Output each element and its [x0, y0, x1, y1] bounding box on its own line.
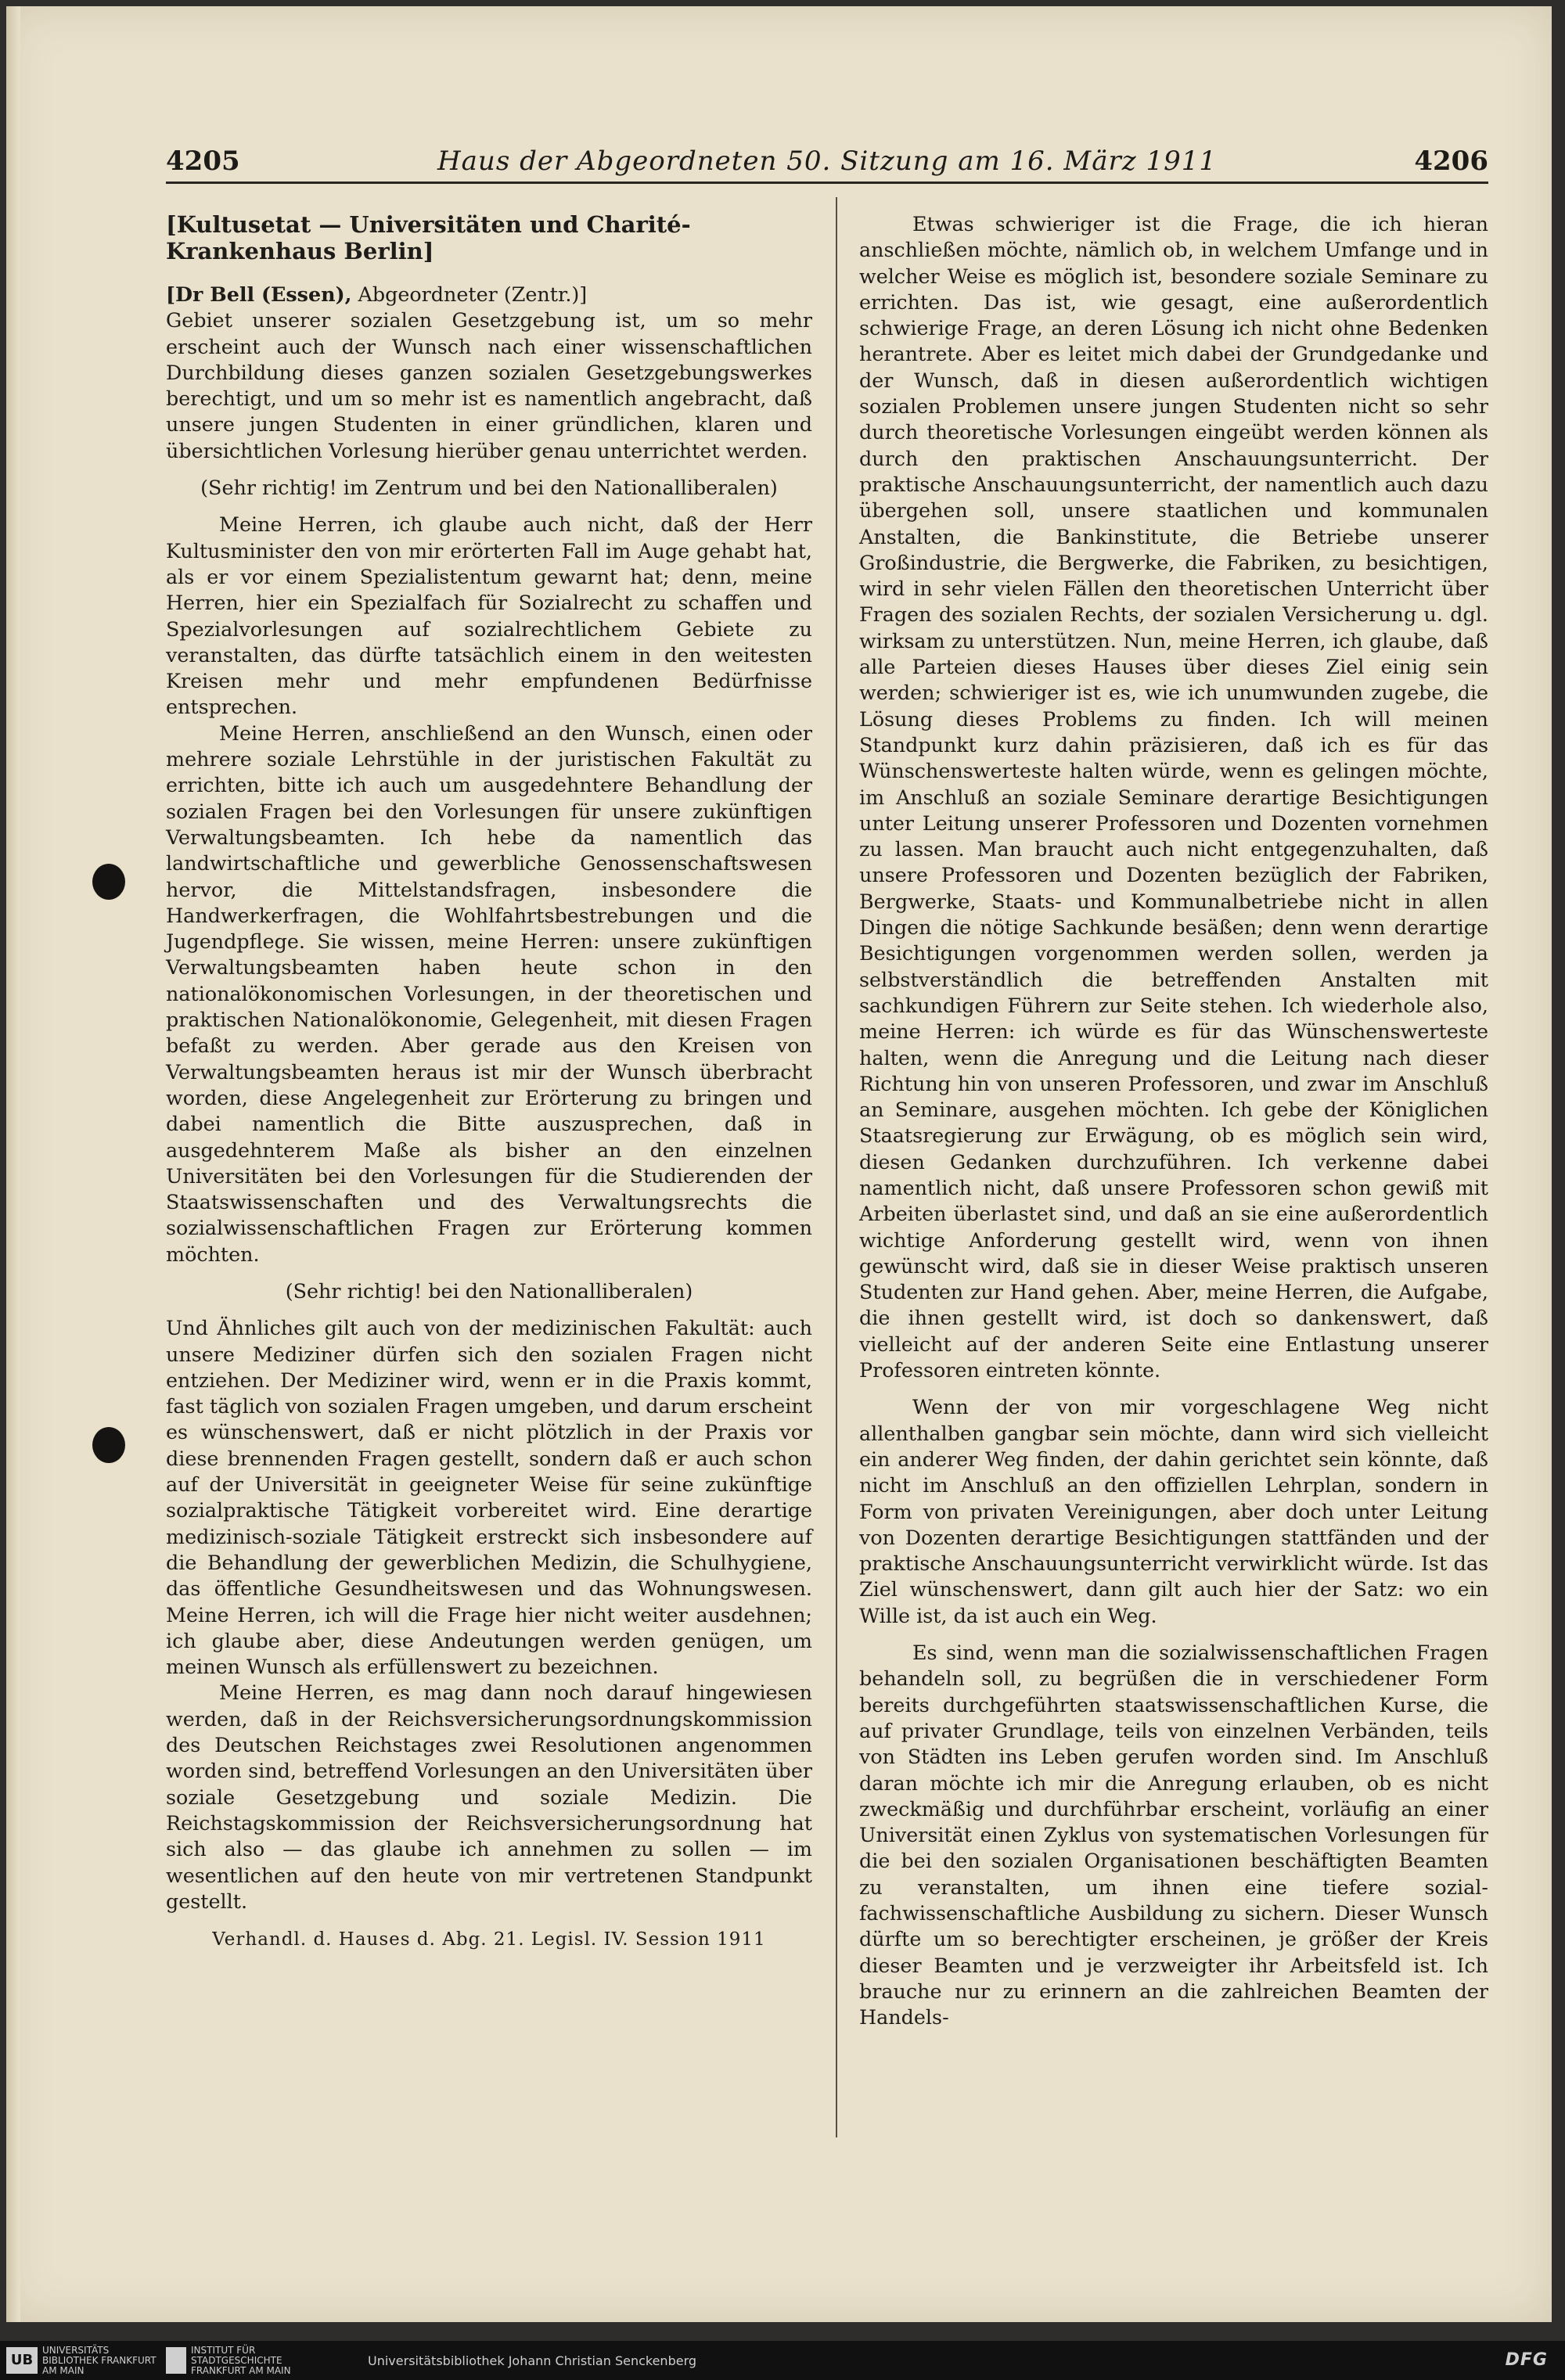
library-credit: Universitätsbibliothek Johann Christian Senckenberg [368, 2353, 697, 2368]
running-header [166, 142, 1488, 182]
punch-hole-lower [92, 1427, 125, 1463]
paragraph: Meine Herren, es mag dann noch darauf hingewiesen werden, daß in der Reichsversicherungsordnungskommission des Deutschen Reichstages zwei Resolutionen angenommen worden sind, betreffend Vorlesungen an den Universitäten über soziale Gesetzgebung und soziale Medizin. Die Reichstagskommission der Reichsversicherungsordnung hat sich also — das glaube ich annehmen zu sollen — im wesentlichen auf den heute von mir vertretenen Standpunkt gestellt. [166, 1681, 812, 1913]
dfg-logo: DFG [1505, 2350, 1548, 2370]
section-title: [Kultusetat — Universitäten und Charité-Krankenhaus Berlin] [166, 211, 691, 264]
footer-bar [0, 2341, 1565, 2380]
punch-hole-upper [92, 864, 125, 900]
page-number-left: 4205 [166, 146, 240, 177]
institute-logo-icon [166, 2347, 186, 2374]
interjection: (Sehr richtig! bei den Nationalliberalen) [285, 1278, 693, 1303]
paragraph: Wenn der von mir vorgeschlagene Weg nicht allenthalben gangbar sein möchte, dann wird sich vielleicht ein anderer Weg finden, der dahin gerichtet sein könnte, daß nicht im Anschluß an den offiziellen Lehrplan, sondern in Form von privaten Vereinigungen, aber doch unter Leitung von Dozenten derartige Besichtigungen stattfänden und der praktische Anschauungsunterricht verwirklicht würde. Ist das Ziel wünschenswert, dann gilt auch hier der Satz: wo ein Wille ist, da ist auch ein Weg. [859, 1395, 1488, 1627]
ub-text: UNIVERSITÄTS BIBLIOTHEK FRANKFURT AM MAIN [42, 2345, 156, 2376]
paragraph: Es sind, wenn man die sozialwissenschaftlichen Fragen behandeln soll, zu begrüßen die in verschiedener Form bereits durchgeführten staatswissenschaftlichen Kurse, die auf privater Grundlage, teils von einzelnen Verbänden, teils von Städten ins Leben gerufen worden sind. Im Anschluß daran möchte ich mir die Anregung erlauben, ob es nicht zweckmäßig und durchführbar erscheint, vorläufig an einer Universität einen Zyklus von systematischen Vorlesungen für die bei den sozialen Organisationen beschäftigten Beamten zu veranstalten, um ihnen eine tiefere sozial-fachwissenschaftliche Ausbildung zu sichern. Dieser Wunsch dürfte um so berechtigter erscheinen, je größer der Kreis dieser Beamten und je verzweigter ihr Arbeitsfeld ist. Ich brauche nur zu erinnern an die zahlreichen Beamten der Handels- [859, 1641, 1488, 2029]
page-number-right: 4206 [1414, 146, 1488, 177]
speaker-line [166, 282, 812, 307]
paragraph: Gebiet unserer sozialen Gesetzgebung ist, um so mehr erscheint auch der Wunsch nach einer wissenschaftlichen Durchbildung dieses ganzen sozialen Gesetzgebungswerkes berechtigt, und um so mehr ist es namentlich angebracht, daß unsere jungen Studenten in einer gründlichen, klaren und übersichtlichen Vorlesung hierüber genau unterrichtet werden. [166, 308, 812, 462]
speaker-name: [Dr Bell (Essen), [166, 282, 352, 306]
header-title: Haus der Abgeordneten 50. Sitzung am 16. März 1911 [437, 146, 1217, 177]
paragraph: Meine Herren, ich glaube auch nicht, daß der Herr Kultusminister den von mir erörterten Fall im Auge gehabt hat, als er vor einem Spezialistentum gewarnt hat; denn, meine Herren, hier ein Spezialfach für Sozialrecht zu schaffen und Spezialvorlesungen auf sozialrechtlichem Gebiete zu veranstalten, das dürfte tatsächlich einem in den weitesten Kreisen mehr und mehr empfundenen Bedürfnisse entsprechen. [166, 512, 812, 719]
column-divider [836, 197, 837, 2137]
paragraph: Und Ähnliches gilt auch von der medizinischen Fakultät: auch unsere Mediziner dürfen sich den sozialen Fragen nicht entziehen. Der Mediziner wird, wenn er in die Praxis kommt, fast täglich von sozialen Fragen umgeben, und darum erscheint es wünschenswert, daß er nicht plötzlich in der Praxis vor diese brennenden Fragen gestellt, sondern daß er auch schon auf der Universität in geeigneter Weise für seine zukünftige sozialpraktische Tätigkeit vorbereitet wird. Eine derartige medizinisch-soziale Tätigkeit erstreckt sich insbesondere auf die Behandlung der gewerblichen Medizin, die Schulhygiene, das öffentliche Gesundheitswesen und das Wohnungswesen. Meine Herren, ich will die Frage hier nicht weiter ausdehnen; ich glaube aber, diese Andeutungen werden genügen, um meinen Wunsch als erfüllenswert zu bezeichnen. [166, 1316, 812, 1679]
paragraph: Etwas schwieriger ist die Frage, die ich hieran anschließen möchte, nämlich ob, in welchem Umfange und in welcher Weise es möglich ist, besondere soziale Seminare zu errichten. Das ist, wie gesagt, eine außerordentlich schwierige Frage, an deren Lösung ich nicht ohne Bedenken herantrete. Aber es leitet mich dabei der Grundgedanke und der Wunsch, daß in diesen außerordentlich wichtigen sozialen Problemen unsere jungen Studenten nicht so sehr durch theoretische Vorlesungen eingeübt werden können als durch den praktischen Anschauungsunterricht. Der praktische Anschauungsunterricht, der namentlich auch dazu übergehen soll, unsere staatlichen und kommunalen Anstalten, die Bankinstitute, die Betriebe unserer Großindustrie, die Bergwerke, die Fabriken, zu besichtigen, wird in sehr vielen Fällen den theoretischen Unterricht über Fragen des sozialen Rechts, der sozialen Versicherung u. dgl. wirksam zu unterstützen. Nun, meine Herren, ich glaube, daß alle Parteien dieses Hauses über dieses Ziel einig sein werden; schwieriger ist es, wie ich unumwunden zugebe, die Lösung dieses Problems zu finden. Ich will meinen Standpunkt kurz dahin präzisieren, daß ich es für das Wünschenswerteste halten würde, wenn es gelingen möchte, im Anschluß an soziale Seminare derartige Besichtigungen unter Leitung unserer Professoren und Dozenten vornehmen zu lassen. Man braucht auch nicht entgegenzuhalten, daß unsere Professoren und Dozenten bezüglich der Fabriken, Bergwerke, Staats- und Kommunalbetriebe nicht in allen Dingen die nötige Sachkunde besäßen; denn wenn derartige Besichtigungen vorgenommen werden sollen, werden ja selbstverständlich die betreffenden Anstalten mit sachkundigen Führern zur Seite stehen. Ich wiederhole also, meine Herren: ich würde es für das Wünschenswerteste halten, wenn die Anregung und die Leitung nach dieser Richtung hin von unseren Professoren, und zwar im Anschluß an Seminare, ausgehen möchten. Ich gebe der Königlichen Staatsregierung zur Erwägung, ob es möglich sein wird, diesen Gedanken durchzuführen. Ich verkenne dabei namentlich nicht, daß unsere Professoren schon gewiß mit Arbeiten überlastet sind, und daß an sie eine außerordentlich wichtige Anforderung gestellt wird, wenn von ihnen gewünscht wird, daß sie in dieser Weise praktisch unseren Studenten zur Hand gehen. Aber, meine Herren, die Aufgabe, die ihnen gestellt wird, ist doch so dankenswert, daß vielleicht auf der anderen Seite eine Entlastung unserer Professoren eintreten könnte. [859, 212, 1488, 1382]
paper-edge [6, 6, 20, 2322]
right-column [859, 211, 1488, 2030]
interjection: (Sehr richtig! im Zentrum und bei den Nationalliberalen) [200, 476, 778, 500]
institute-text: INSTITUT FÜR STADTGESCHICHTE FRANKFURT AM MAIN [191, 2345, 291, 2376]
footnote: Verhandl. d. Hauses d. Abg. 21. Legisl. IV. Session 1911 [212, 1929, 766, 1950]
speaker-role: Abgeordneter (Zentr.)] [351, 282, 588, 306]
header-rule [166, 182, 1488, 184]
left-column [166, 211, 812, 1953]
ub-logo: UB [6, 2347, 38, 2374]
paragraph: Meine Herren, anschließend an den Wunsch, einen oder mehrere soziale Lehrstühle in der juristischen Fakultät zu errichten, bitte ich auch um ausgedehntere Behandlung der sozialen Fragen bei den Vorlesungen für unsere zukünftigen Verwaltungsbeamten. Ich hebe da namentlich das landwirtschaftliche und gewerbliche Genossenschaftswesen hervor, die Mittelstandsfragen, insbesondere die Handwerkerfragen, die Wohlfahrtsbestrebungen und die Jugendpflege. Sie wissen, meine Herren: unsere zukünftigen Verwaltungsbeamten haben heute schon in den nationalökonomischen Vorlesungen, in der theoretischen und praktischen Nationalökonomie, Gelegenheit, mit diesen Fragen befaßt zu werden. Aber gerade aus den Kreisen von Verwaltungsbeamten heraus ist mir der Wunsch überbracht worden, diese Angelegenheit zur Erörterung zu bringen und dabei namentlich die Bitte auszusprechen, daß in ausgedehnterem Maße als bisher an den einzelnen Universitäten bei den Vorlesungen für die Studierenden der Staatswissenschaften und des Verwaltungsrechts die sozialwissenschaftlichen Fragen zur Erörterung kommen möchten. [166, 721, 812, 1266]
